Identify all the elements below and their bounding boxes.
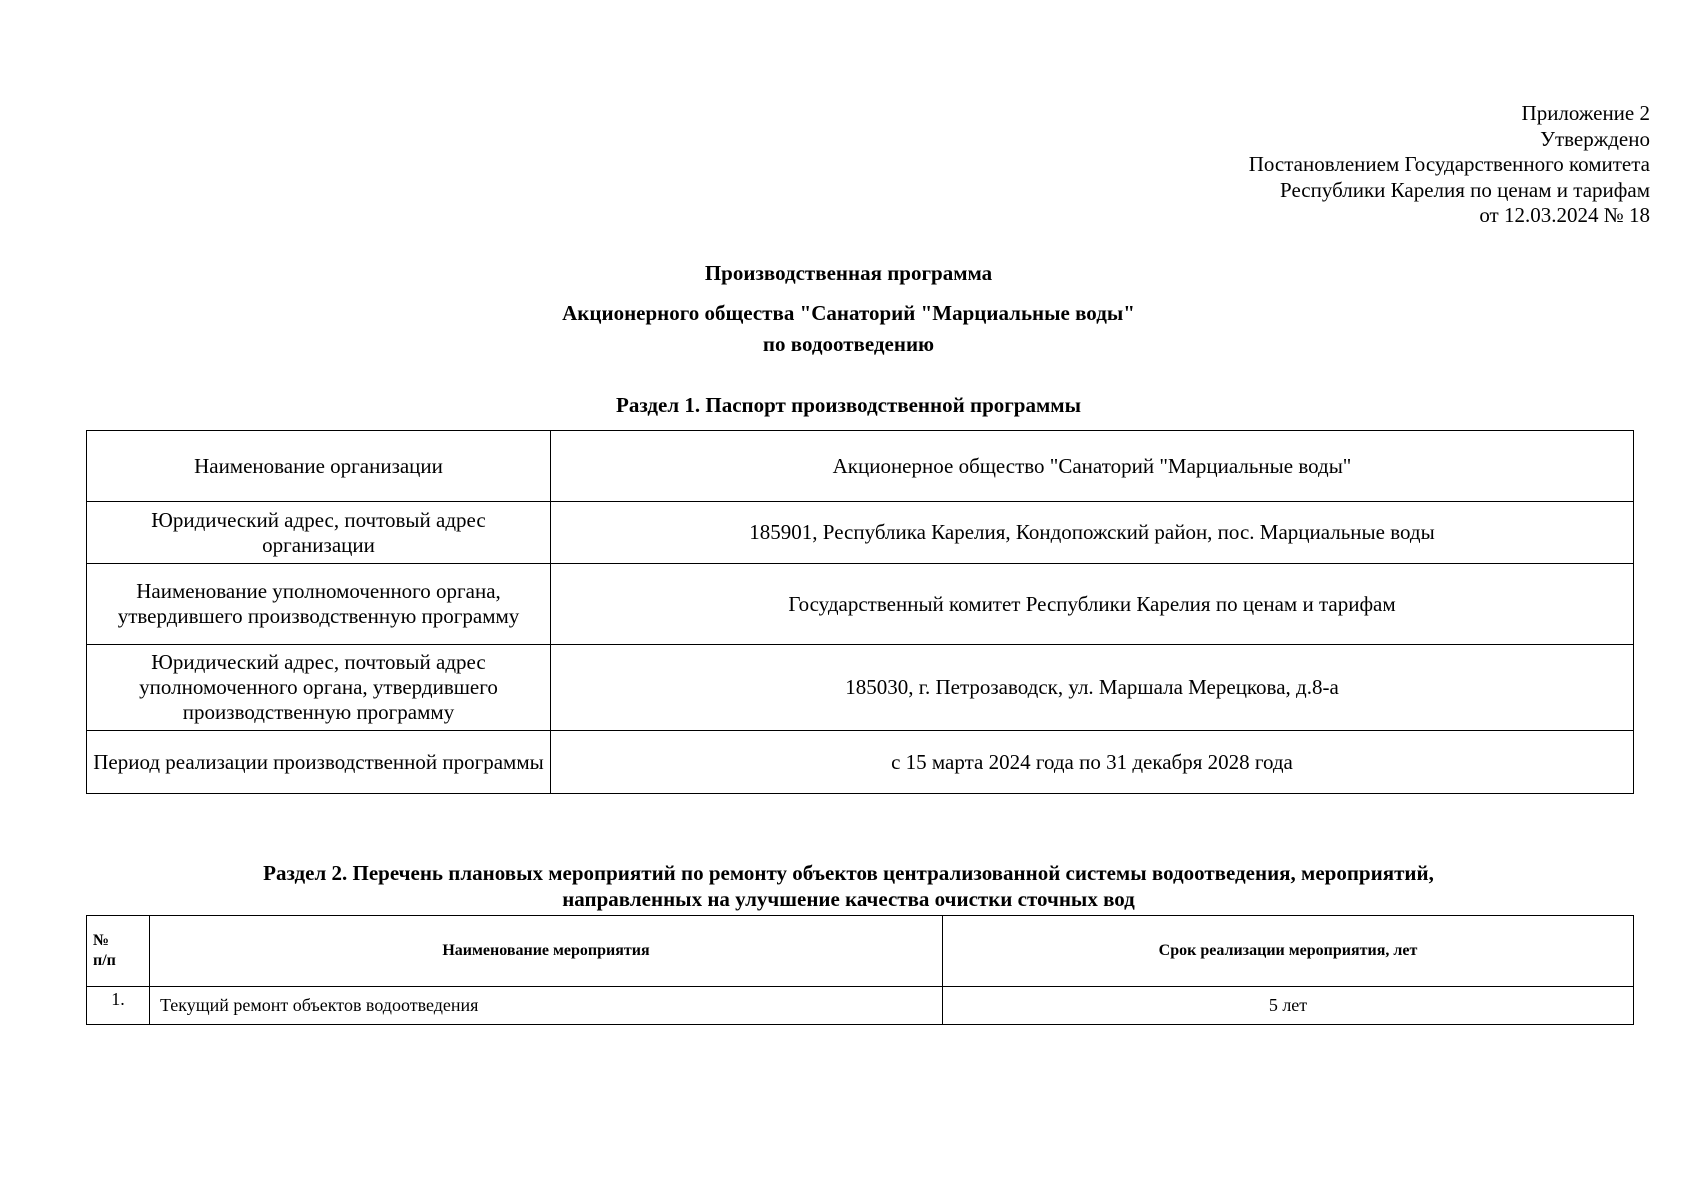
- passport-label: Юридический адрес, почтовый адрес уполномоченного органа, утвердившего производственную программу: [87, 645, 551, 731]
- approval-line: от 12.03.2024 № 18: [1479, 203, 1650, 227]
- passport-value: Государственный комитет Республики Карелия по ценам и тарифам: [551, 564, 1634, 645]
- approval-line: Постановлением Государственного комитета: [1248, 152, 1650, 176]
- passport-value: с 15 марта 2024 года по 31 декабря 2028 года: [551, 731, 1634, 794]
- section2-heading-line: Раздел 2. Перечень плановых мероприятий по ремонту объектов централизованной системы водоотведения, мероприятий,: [263, 861, 1434, 885]
- passport-value: 185030, г. Петрозаводск, ул. Маршала Мерецкова, д.8-а: [551, 645, 1634, 731]
- passport-label: Юридический адрес, почтовый адрес организации: [87, 502, 551, 564]
- passport-label: Наименование организации: [87, 431, 551, 502]
- column-header-number: [87, 916, 150, 987]
- table-row: [87, 731, 1634, 794]
- passport-table: [86, 430, 1634, 794]
- table-row: [87, 987, 1634, 1025]
- table-row: [87, 564, 1634, 645]
- measure-term: 5 лет: [943, 987, 1634, 1025]
- measures-table: [86, 915, 1634, 1025]
- table-header-row: [87, 916, 1634, 987]
- measure-number: 1.: [87, 987, 150, 1025]
- passport-value: Акционерное общество "Санаторий "Марциальные воды": [551, 431, 1634, 502]
- table-row: [87, 431, 1634, 502]
- document-title: Производственная программа: [704, 261, 993, 285]
- measure-name: Текущий ремонт объектов водоотведения: [150, 987, 943, 1025]
- section1-heading: Раздел 1. Паспорт производственной программы: [616, 393, 1081, 417]
- passport-label: Период реализации производственной программы: [87, 731, 551, 794]
- column-header-number-line: №: [93, 932, 110, 949]
- subtitle-organization: Акционерного общества "Санаторий "Марциальные воды": [562, 301, 1135, 325]
- document-subtitle: [0, 298, 1697, 360]
- subtitle-topic: по водоотведению: [762, 332, 935, 356]
- approval-line: Республики Карелия по ценам и тарифам: [1280, 177, 1650, 202]
- table-row: [87, 502, 1634, 564]
- passport-value: 185901, Республика Карелия, Кондопожский район, пос. Марциальные воды: [551, 502, 1634, 564]
- approval-stamp-block: [1249, 101, 1650, 229]
- column-header-term: Срок реализации мероприятия, лет: [943, 916, 1634, 987]
- table-row: [87, 645, 1634, 731]
- column-header-number-line: п/п: [93, 952, 116, 969]
- section2-heading: [0, 860, 1697, 912]
- approval-line: Утверждено: [1540, 126, 1650, 151]
- column-header-name: Наименование мероприятия: [150, 916, 943, 987]
- section2-heading-line: направленных на улучшение качества очистки сточных вод: [562, 887, 1135, 911]
- approval-line: Приложение 2: [1521, 101, 1650, 125]
- passport-label: Наименование уполномоченного органа, утвердившего производственную программу: [87, 564, 551, 645]
